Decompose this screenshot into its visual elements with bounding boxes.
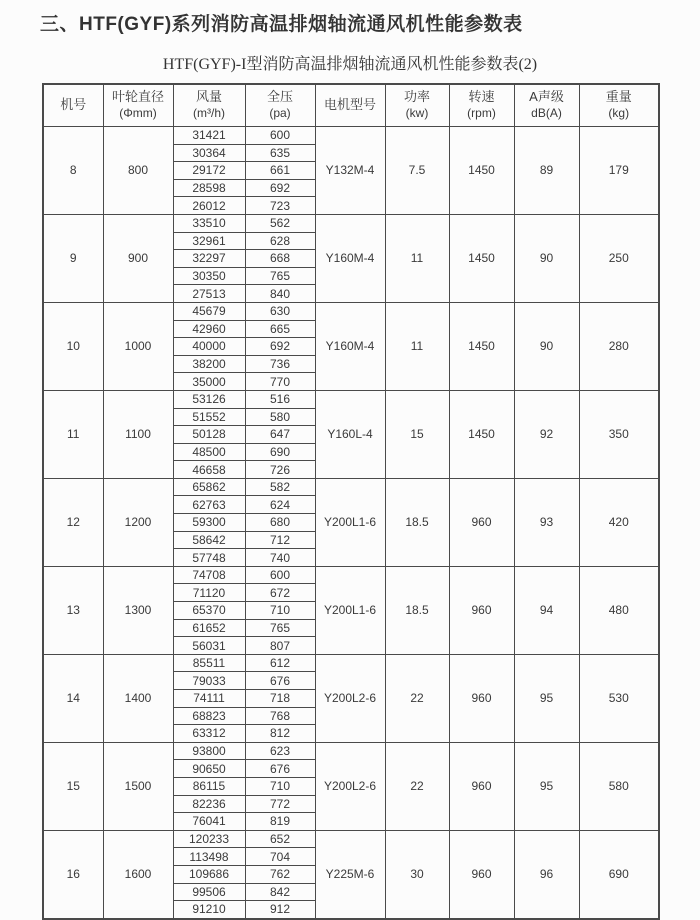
cell-air-flow: 74708 <box>173 566 245 584</box>
cell-power: 22 <box>385 742 449 830</box>
cell-total-pressure: 807 <box>245 637 315 655</box>
cell-total-pressure: 912 <box>245 901 315 919</box>
cell-total-pressure: 762 <box>245 865 315 883</box>
table-row <box>43 390 659 408</box>
cell-motor-model: Y160L-4 <box>315 390 385 478</box>
header-unit: (pa) <box>269 106 291 121</box>
cell-total-pressure: 630 <box>245 302 315 320</box>
cell-air-flow: 91210 <box>173 901 245 919</box>
cell-model-no: 14 <box>43 654 103 742</box>
cell-speed: 1450 <box>449 302 514 390</box>
cell-air-flow: 90650 <box>173 760 245 778</box>
cell-power: 22 <box>385 654 449 742</box>
cell-air-flow: 99506 <box>173 883 245 901</box>
cell-air-flow: 71120 <box>173 584 245 602</box>
cell-air-flow: 30350 <box>173 267 245 285</box>
header-unit: (m³/h) <box>193 106 225 121</box>
cell-air-flow: 76041 <box>173 813 245 831</box>
table-row <box>43 830 659 848</box>
cell-total-pressure: 692 <box>245 179 315 197</box>
header-unit: (kw) <box>405 106 429 121</box>
cell-air-flow: 29172 <box>173 162 245 180</box>
cell-air-flow: 68823 <box>173 707 245 725</box>
cell-impeller-diameter: 900 <box>103 214 173 302</box>
header-label: 转速 <box>468 89 495 105</box>
cell-air-flow: 93800 <box>173 742 245 760</box>
cell-total-pressure: 712 <box>245 531 315 549</box>
table-row <box>43 214 659 232</box>
cell-motor-model: Y160M-4 <box>315 302 385 390</box>
cell-impeller-diameter: 1400 <box>103 654 173 742</box>
cell-noise-level: 95 <box>514 654 579 742</box>
cell-weight: 580 <box>579 742 659 830</box>
table-row <box>43 566 659 584</box>
cell-total-pressure: 665 <box>245 320 315 338</box>
column-header-model-no <box>43 84 103 127</box>
cell-motor-model: Y132M-4 <box>315 127 385 215</box>
cell-total-pressure: 600 <box>245 566 315 584</box>
cell-total-pressure: 772 <box>245 795 315 813</box>
cell-air-flow: 57748 <box>173 549 245 567</box>
cell-air-flow: 79033 <box>173 672 245 690</box>
cell-total-pressure: 680 <box>245 514 315 532</box>
cell-weight: 350 <box>579 390 659 478</box>
column-header-weight <box>579 84 659 127</box>
cell-total-pressure: 840 <box>245 285 315 303</box>
table-row <box>43 478 659 496</box>
cell-motor-model: Y160M-4 <box>315 214 385 302</box>
table-row <box>43 742 659 760</box>
header-label: 机号 <box>60 97 87 113</box>
header-label: 电机型号 <box>323 97 376 113</box>
cell-total-pressure: 765 <box>245 267 315 285</box>
cell-air-flow: 46658 <box>173 461 245 479</box>
column-header-impeller-diameter <box>103 84 173 127</box>
cell-total-pressure: 562 <box>245 214 315 232</box>
cell-air-flow: 62763 <box>173 496 245 514</box>
cell-speed: 1450 <box>449 390 514 478</box>
cell-model-no: 16 <box>43 830 103 918</box>
cell-impeller-diameter: 1300 <box>103 566 173 654</box>
cell-motor-model: Y200L2-6 <box>315 654 385 742</box>
cell-model-no: 10 <box>43 302 103 390</box>
cell-air-flow: 63312 <box>173 725 245 743</box>
cell-total-pressure: 628 <box>245 232 315 250</box>
cell-air-flow: 74111 <box>173 690 245 708</box>
table-row <box>43 127 659 145</box>
cell-air-flow: 51552 <box>173 408 245 426</box>
cell-total-pressure: 726 <box>245 461 315 479</box>
cell-motor-model: Y200L1-6 <box>315 566 385 654</box>
header-unit: dB(A) <box>531 106 562 121</box>
cell-air-flow: 53126 <box>173 390 245 408</box>
cell-impeller-diameter: 1000 <box>103 302 173 390</box>
cell-model-no: 8 <box>43 127 103 215</box>
cell-total-pressure: 668 <box>245 250 315 268</box>
cell-air-flow: 50128 <box>173 426 245 444</box>
cell-air-flow: 35000 <box>173 373 245 391</box>
cell-air-flow: 48500 <box>173 443 245 461</box>
cell-air-flow: 38200 <box>173 355 245 373</box>
cell-speed: 960 <box>449 654 514 742</box>
cell-air-flow: 33510 <box>173 214 245 232</box>
cell-speed: 1450 <box>449 214 514 302</box>
cell-noise-level: 95 <box>514 742 579 830</box>
cell-air-flow: 61652 <box>173 619 245 637</box>
table-row <box>43 302 659 320</box>
cell-air-flow: 82236 <box>173 795 245 813</box>
cell-motor-model: Y200L2-6 <box>315 742 385 830</box>
fan-parameters-table <box>42 83 660 920</box>
cell-total-pressure: 710 <box>245 602 315 620</box>
cell-total-pressure: 516 <box>245 390 315 408</box>
column-header-noise-level <box>514 84 579 127</box>
cell-model-no: 9 <box>43 214 103 302</box>
cell-total-pressure: 647 <box>245 426 315 444</box>
header-unit: (rpm) <box>467 106 496 121</box>
cell-motor-model: Y200L1-6 <box>315 478 385 566</box>
header-unit: (Φmm) <box>119 106 157 121</box>
cell-total-pressure: 740 <box>245 549 315 567</box>
cell-total-pressure: 692 <box>245 338 315 356</box>
cell-total-pressure: 765 <box>245 619 315 637</box>
cell-weight: 530 <box>579 654 659 742</box>
cell-air-flow: 56031 <box>173 637 245 655</box>
cell-total-pressure: 635 <box>245 144 315 162</box>
cell-weight: 250 <box>579 214 659 302</box>
cell-total-pressure: 710 <box>245 777 315 795</box>
cell-impeller-diameter: 800 <box>103 127 173 215</box>
cell-air-flow: 120233 <box>173 830 245 848</box>
cell-air-flow: 65370 <box>173 602 245 620</box>
table-subtitle: HTF(GYF)-I型消防高温排烟轴流通风机性能参数表(2) <box>162 56 538 73</box>
cell-weight: 690 <box>579 830 659 918</box>
column-header-power <box>385 84 449 127</box>
cell-total-pressure: 842 <box>245 883 315 901</box>
cell-power: 7.5 <box>385 127 449 215</box>
header-label: 叶轮直径 <box>111 89 164 105</box>
cell-total-pressure: 580 <box>245 408 315 426</box>
cell-speed: 960 <box>449 478 514 566</box>
cell-model-no: 13 <box>43 566 103 654</box>
header-label: 风量 <box>195 89 222 105</box>
cell-power: 18.5 <box>385 566 449 654</box>
cell-noise-level: 90 <box>514 302 579 390</box>
cell-weight: 179 <box>579 127 659 215</box>
cell-noise-level: 96 <box>514 830 579 918</box>
cell-total-pressure: 723 <box>245 197 315 215</box>
cell-air-flow: 42960 <box>173 320 245 338</box>
cell-speed: 960 <box>449 566 514 654</box>
cell-air-flow: 59300 <box>173 514 245 532</box>
cell-total-pressure: 582 <box>245 478 315 496</box>
header-label: 重量 <box>605 89 632 105</box>
cell-total-pressure: 770 <box>245 373 315 391</box>
cell-weight: 280 <box>579 302 659 390</box>
cell-power: 15 <box>385 390 449 478</box>
cell-total-pressure: 624 <box>245 496 315 514</box>
cell-air-flow: 32961 <box>173 232 245 250</box>
cell-power: 11 <box>385 214 449 302</box>
column-header-motor-model <box>315 84 385 127</box>
cell-weight: 420 <box>579 478 659 566</box>
cell-air-flow: 109686 <box>173 865 245 883</box>
cell-total-pressure: 812 <box>245 725 315 743</box>
cell-speed: 960 <box>449 830 514 918</box>
cell-total-pressure: 768 <box>245 707 315 725</box>
cell-total-pressure: 600 <box>245 127 315 145</box>
cell-air-flow: 40000 <box>173 338 245 356</box>
cell-air-flow: 27513 <box>173 285 245 303</box>
cell-noise-level: 93 <box>514 478 579 566</box>
header-label: 全压 <box>266 89 293 105</box>
cell-noise-level: 94 <box>514 566 579 654</box>
cell-total-pressure: 819 <box>245 813 315 831</box>
cell-air-flow: 30364 <box>173 144 245 162</box>
cell-impeller-diameter: 1200 <box>103 478 173 566</box>
cell-total-pressure: 652 <box>245 830 315 848</box>
cell-model-no: 11 <box>43 390 103 478</box>
cell-air-flow: 58642 <box>173 531 245 549</box>
cell-total-pressure: 676 <box>245 760 315 778</box>
table-row <box>43 654 659 672</box>
cell-air-flow: 86115 <box>173 777 245 795</box>
cell-noise-level: 89 <box>514 127 579 215</box>
column-header-air-flow <box>173 84 245 127</box>
cell-noise-level: 90 <box>514 214 579 302</box>
cell-total-pressure: 672 <box>245 584 315 602</box>
cell-noise-level: 92 <box>514 390 579 478</box>
table-body <box>43 127 659 919</box>
cell-model-no: 15 <box>43 742 103 830</box>
column-header-speed <box>449 84 514 127</box>
cell-air-flow: 26012 <box>173 197 245 215</box>
cell-air-flow: 31421 <box>173 127 245 145</box>
cell-total-pressure: 704 <box>245 848 315 866</box>
cell-air-flow: 113498 <box>173 848 245 866</box>
cell-total-pressure: 661 <box>245 162 315 180</box>
cell-impeller-diameter: 1100 <box>103 390 173 478</box>
header-label: 功率 <box>403 89 430 105</box>
cell-total-pressure: 690 <box>245 443 315 461</box>
cell-speed: 960 <box>449 742 514 830</box>
cell-power: 18.5 <box>385 478 449 566</box>
cell-weight: 480 <box>579 566 659 654</box>
header-row <box>43 84 659 127</box>
cell-total-pressure: 623 <box>245 742 315 760</box>
header-unit: (kg) <box>608 106 630 121</box>
cell-total-pressure: 676 <box>245 672 315 690</box>
cell-total-pressure: 736 <box>245 355 315 373</box>
page-title: 三、HTF(GYF)系列消防高温排烟轴流通风机性能参数表 <box>40 14 523 35</box>
cell-air-flow: 28598 <box>173 179 245 197</box>
cell-power: 11 <box>385 302 449 390</box>
header-label: A声级 <box>529 89 564 105</box>
cell-motor-model: Y225M-6 <box>315 830 385 918</box>
cell-total-pressure: 612 <box>245 654 315 672</box>
cell-impeller-diameter: 1600 <box>103 830 173 918</box>
cell-air-flow: 85511 <box>173 654 245 672</box>
cell-power: 30 <box>385 830 449 918</box>
cell-total-pressure: 718 <box>245 690 315 708</box>
cell-model-no: 12 <box>43 478 103 566</box>
cell-speed: 1450 <box>449 127 514 215</box>
cell-air-flow: 32297 <box>173 250 245 268</box>
cell-impeller-diameter: 1500 <box>103 742 173 830</box>
column-header-total-pressure <box>245 84 315 127</box>
cell-air-flow: 65862 <box>173 478 245 496</box>
cell-air-flow: 45679 <box>173 302 245 320</box>
